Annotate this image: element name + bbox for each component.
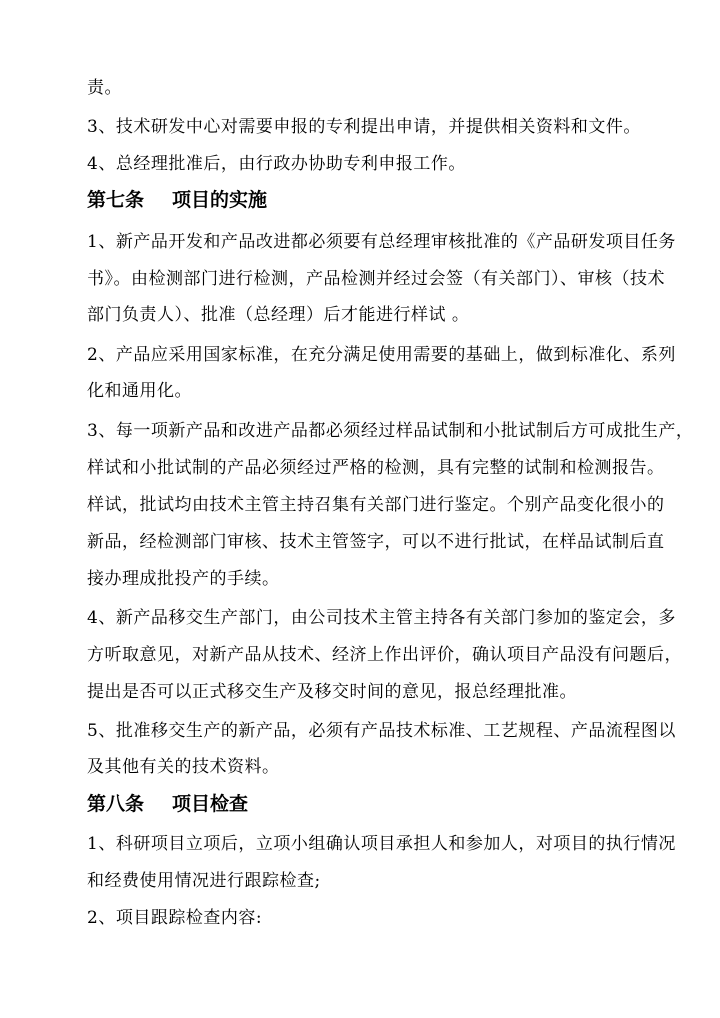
section-8-heading — [87, 792, 248, 816]
section-8-number: 第八条 — [87, 793, 145, 815]
paragraph-line: 样试，批试均由技术主管主持召集有关部门进行鉴定。个别产品变化很小的 — [87, 495, 665, 515]
paragraph-line: 2、产品应采用国家标准，在充分满足使用需要的基础上，做到标准化、系列 — [87, 345, 676, 365]
paragraph-line: 4、总经理批准后，由行政办协助专利申报工作。 — [87, 154, 466, 174]
paragraph-line: 化和通用化。 — [87, 381, 192, 401]
paragraph-line: 方听取意见，对新产品从技术、经济上作出评价，确认项目产品没有问题后， — [87, 645, 682, 665]
paragraph-line: 接办理成批投产的手续。 — [87, 569, 280, 589]
paragraph-line: 样试和小批试制的产品必须经过严格的检测，具有完整的试制和检测报告。 — [87, 458, 665, 478]
paragraph-line: 2、项目跟踪检查内容: — [87, 908, 263, 928]
paragraph-line: 新品，经检测部门审核、技术主管签字，可以不进行批试，在样品试制后直 — [87, 532, 665, 552]
section-7-heading — [87, 188, 267, 212]
section-7-number: 第七条 — [87, 189, 145, 211]
paragraph-line: 部门负责人）、批准（总经理）后才能进行样试 。 — [87, 305, 470, 325]
paragraph-line: 1、新产品开发和产品改进都必须要有总经理审核批准的《产品研发项目任务 — [87, 232, 676, 252]
paragraph-line: 责。 — [87, 78, 122, 98]
paragraph-line: 及其他有关的技术资料。 — [87, 757, 280, 777]
paragraph-line: 书》。由检测部门进行检测，产品检测并经过会签（有关部门）、审核（技术 — [87, 269, 665, 289]
paragraph-line: 提出是否可以正式移交生产及移交时间的意见，报总经理批准。 — [87, 682, 577, 702]
paragraph-line: 1、科研项目立项后，立项小组确认项目承担人和参加人，对项目的执行情况 — [87, 834, 676, 854]
paragraph-line: 3、每一项新产品和改进产品都必须经过样品试制和小批试制后方可成批生产， — [87, 421, 694, 441]
paragraph-line: 和经费使用情况进行跟踪检查; — [87, 871, 321, 891]
paragraph-line: 3、技术研发中心对需要申报的专利提出申请，并提供相关资料和文件。 — [87, 117, 641, 137]
paragraph-line: 4、新产品移交生产部门，由公司技术主管主持各有关部门参加的鉴定会，多 — [87, 608, 676, 628]
section-8-title: 项目检查 — [172, 793, 249, 815]
paragraph-line: 5、批准移交生产的新产品，必须有产品技术标准、工艺规程、产品流程图以 — [87, 721, 676, 741]
section-7-title: 项目的实施 — [172, 189, 268, 211]
